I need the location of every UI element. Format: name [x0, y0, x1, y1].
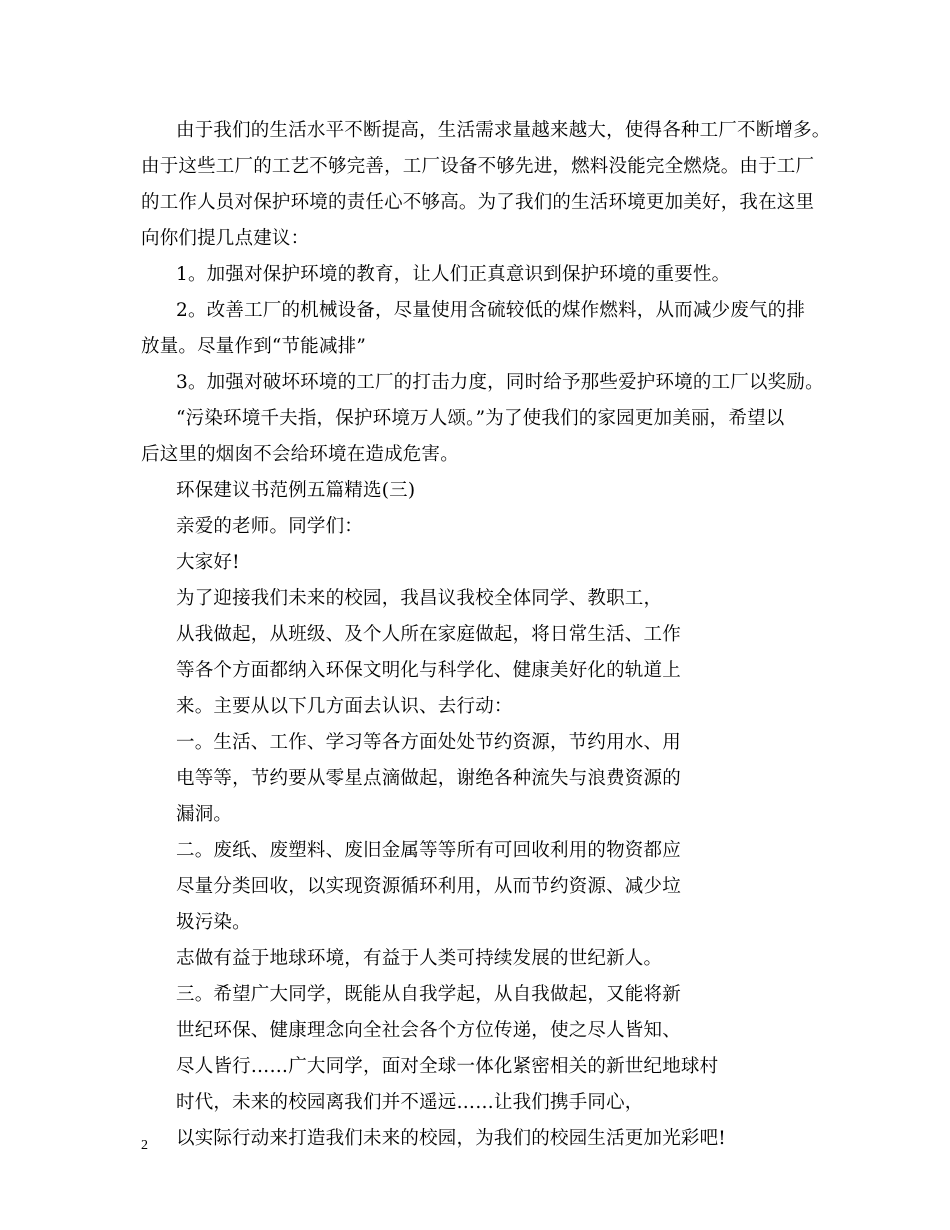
- text-line: 1。加强对保护环境的教育，让人们正真意识到保护环境的重要性。: [176, 264, 731, 285]
- text-line: 二。废纸、废塑料、废旧金属等等所有可回收利用的物资都应: [176, 840, 681, 861]
- text-line: 电等等，节约要从零星点滴做起，谢绝各种流失与浪费资源的: [176, 768, 681, 789]
- text-line: 向你们提几点建议：: [141, 228, 310, 249]
- text-line: 由于我们的生活水平不断提高，生活需求量越来越大，使得各种工厂不断增多。: [176, 120, 831, 141]
- text-line: 为了迎接我们未来的校园，我昌议我校全体同学、教职工，: [176, 588, 663, 609]
- text-line: 志做有益于地球环境，有益于人类可持续发展的世纪新人。: [176, 948, 663, 969]
- text-line: 的工作人员对保护环境的责任心不够高。为了我们的生活环境更加美好，我在这里: [141, 192, 815, 213]
- text-line: 一。生活、工作、学习等各方面处处节约资源，节约用水、用: [176, 732, 681, 753]
- text-line: 尽人皆行……广大同学，面对全球一体化紧密相关的新世纪地球村: [176, 1056, 719, 1077]
- text-line: 尽量分类回收，以实现资源循环利用，从而节约资源、减少垃: [176, 876, 681, 897]
- text-line: 三。希望广大同学，既能从自我学起，从自我做起，又能将新: [176, 984, 681, 1005]
- text-line: 圾污染。: [176, 912, 251, 933]
- text-line: 从我做起，从班级、及个人所在家庭做起，将日常生活、工作: [176, 624, 681, 645]
- text-line: 3。加强对破坏环境的工厂的打击力度，同时给予那些爱护环境的工厂以奖励。: [176, 372, 824, 393]
- text-line: 时代，未来的校园离我们并不遥远……让我们携手同心，: [176, 1092, 644, 1113]
- salutation: 亲爱的老师。同学们：: [176, 516, 364, 537]
- text-line: 后这里的烟囱不会给环境在造成危害。: [141, 444, 459, 465]
- text-line: “污染环境千夫指，保护环境万人颂。”为了使我们的家园更加美丽，希望以: [176, 408, 785, 429]
- text-line: 放量。尽量作到“节能减排”: [141, 336, 367, 357]
- text-line: 由于这些工厂的工艺不够完善，工厂设备不够先进，燃料没能完全燃烧。由于工厂: [141, 156, 815, 177]
- text-line: 2。改善工厂的机械设备，尽量使用含硫较低的煤作燃料，从而减少废气的排: [176, 300, 806, 321]
- text-line: 来。主要从以下几方面去认识、去行动：: [176, 696, 513, 717]
- text-line: 世纪环保、健康理念向全社会各个方位传递，使之尽人皆知、: [176, 1020, 681, 1041]
- text-line: 漏洞。: [176, 804, 233, 825]
- page-number: 2: [141, 1138, 148, 1153]
- section-heading: 环保建议书范例五篇精选(三): [176, 480, 416, 501]
- text-line: 等各个方面都纳入环保文明化与科学化、健康美好化的轨道上: [176, 660, 681, 681]
- greeting: 大家好!: [176, 552, 240, 573]
- text-line: 以实际行动来打造我们未来的校园，为我们的校园生活更加光彩吧!: [176, 1128, 726, 1149]
